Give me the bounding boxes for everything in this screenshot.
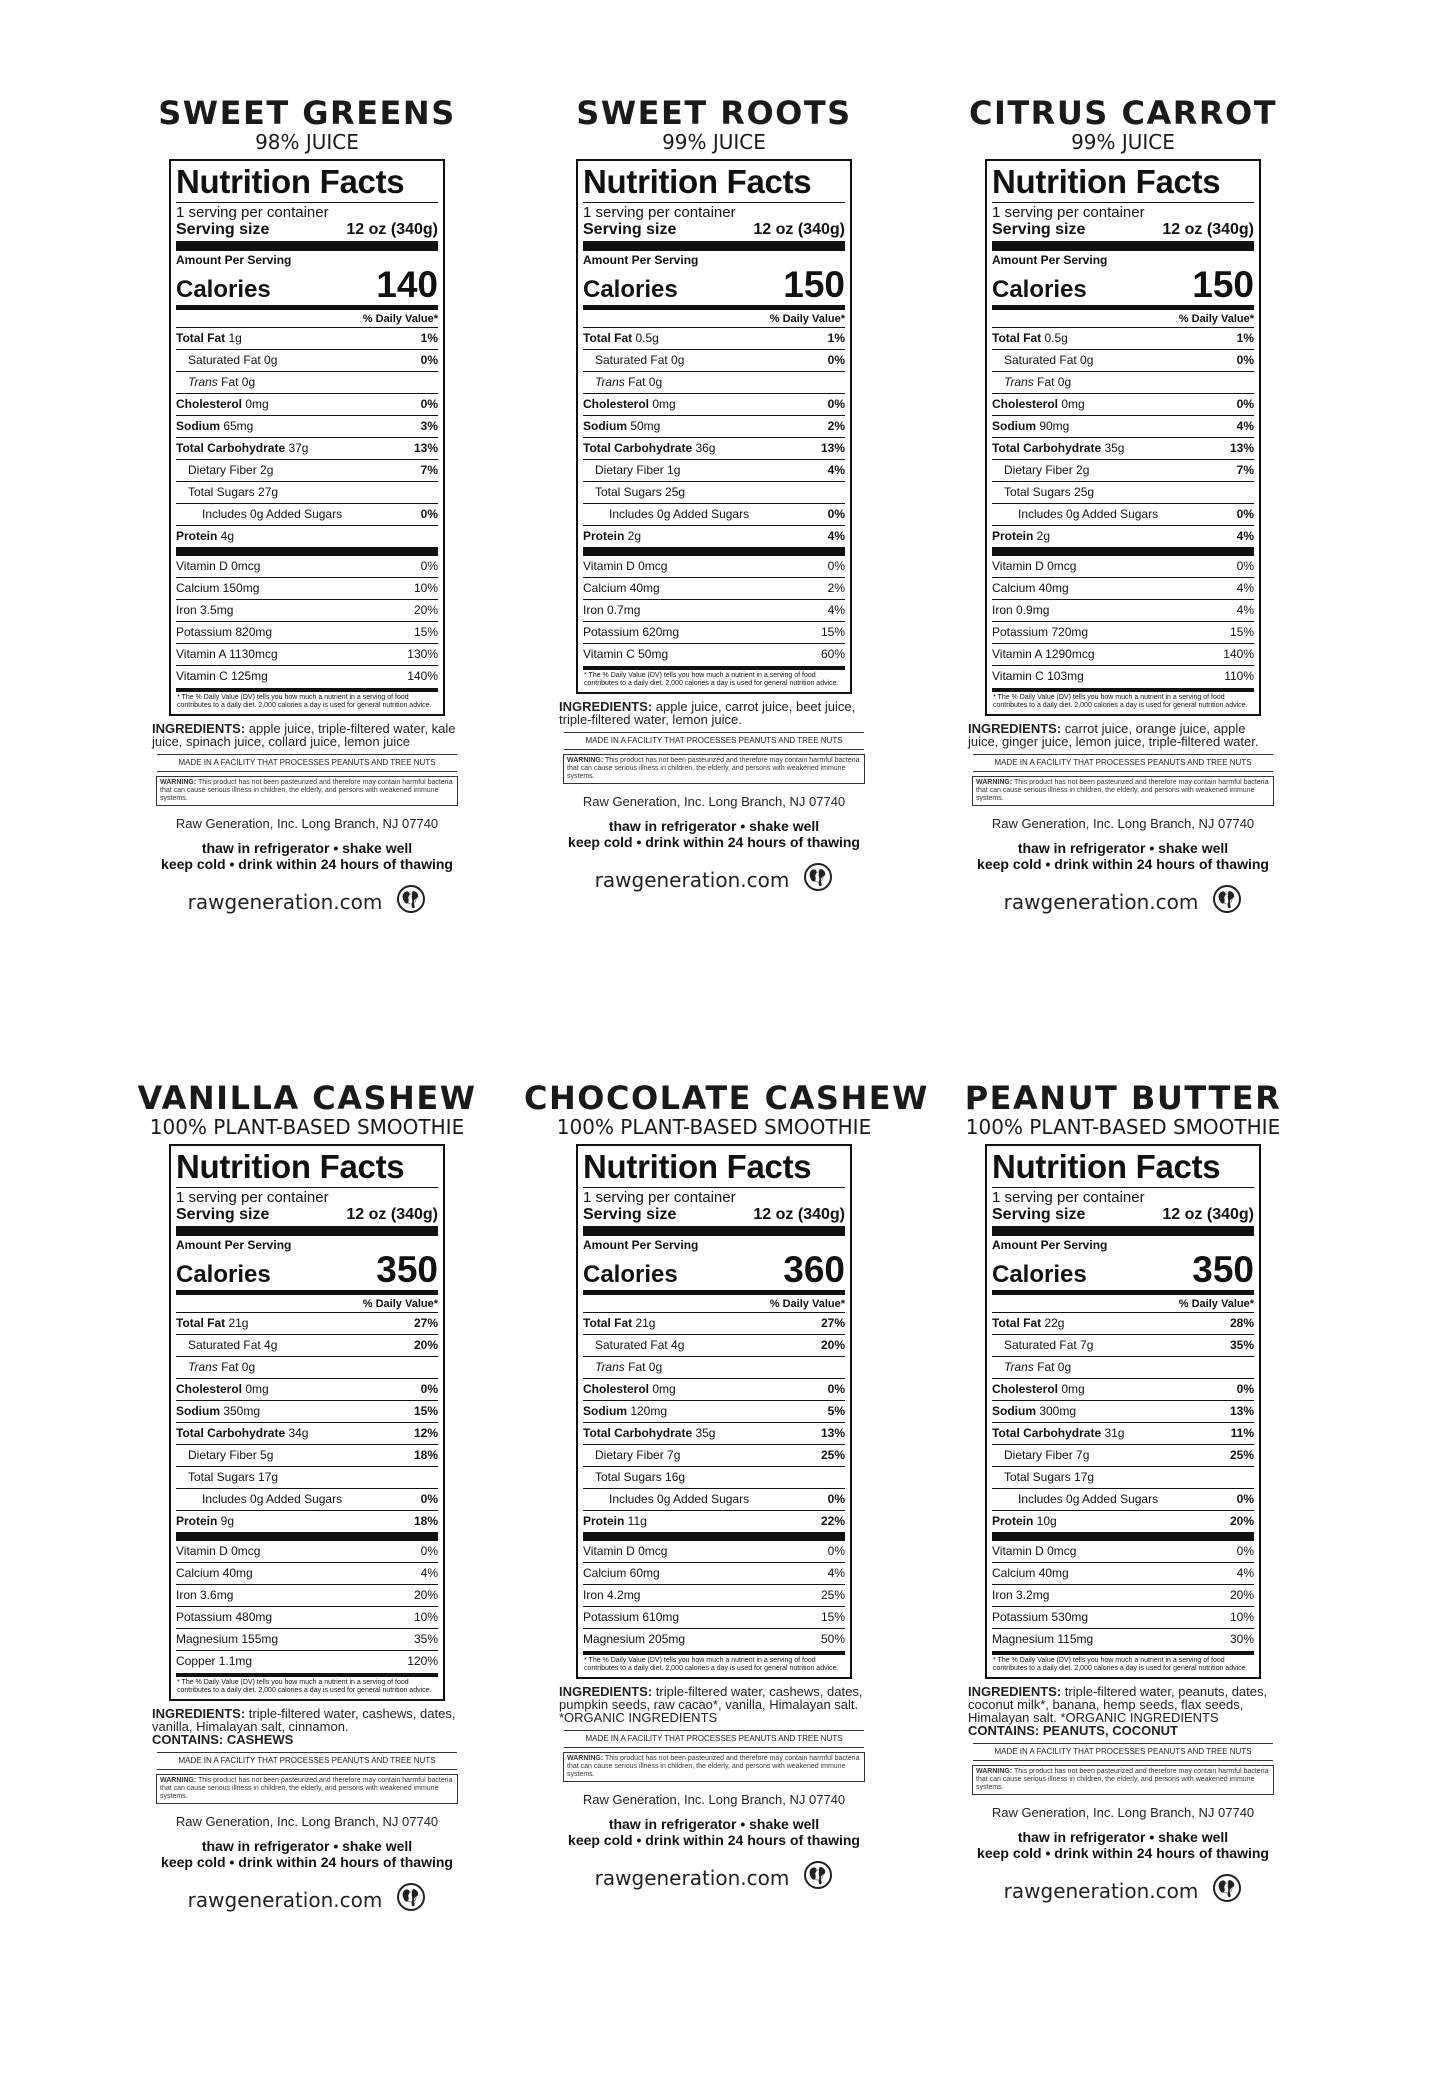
instructions-line-2: keep cold • drink within 24 hours of thawing	[568, 1832, 860, 1848]
label-panel	[524, 1079, 929, 1895]
divider	[992, 1226, 1254, 1236]
divider	[176, 1532, 438, 1541]
vitamin-row: Potassium 820mg 15%	[176, 622, 438, 644]
nutrient-row: Trans Fat 0g	[583, 1357, 845, 1379]
amount-per-serving: Amount Per Serving	[176, 1238, 292, 1252]
nutrition-facts-title: Nutrition Facts	[992, 163, 1221, 200]
serving-size: Serving size 12 oz (340g)	[992, 221, 1254, 238]
website-link[interactable]: rawgeneration.com	[1003, 889, 1199, 914]
vitamin-row: Vitamin D 0mcg 0%	[992, 556, 1254, 578]
nutrient-row: Includes 0g Added Sugars 0%	[992, 1489, 1254, 1511]
nutrient-row: Total Fat 1g 1%	[176, 328, 438, 350]
daily-value-header: % Daily Value*	[992, 312, 1254, 328]
nutrient-row: Sodium 300mg 13%	[992, 1401, 1254, 1423]
warning-box: WARNING: This product has not been pasteurized and therefore may contain harmful bacteria that can cause serious illness in children, the elderly, and persons with weakened immune systems.	[972, 1765, 1274, 1795]
nutrition-facts-title: Nutrition Facts	[176, 1148, 405, 1185]
warning-box: WARNING: This product has not been pasteurized and therefore may contain harmful bacteria that can cause serious illness in children, the elderly, and persons with weakened immune systems.	[156, 1774, 458, 1804]
instructions-line-1: thaw in refrigerator • shake well	[201, 1838, 413, 1854]
allergen-contains: CONTAINS: CASHEWS	[152, 1732, 294, 1747]
calories-row: Calories 150	[583, 264, 845, 305]
serving-size: Serving size 12 oz (340g)	[176, 1206, 438, 1223]
footnote: * The % Daily Value (DV) tells you how much a nutrient in a serving of food contributes to a daily diet. 2,000 calories a day is used for general nutrition advice.	[993, 1657, 1248, 1672]
vitamin-row: Vitamin C 125mg 140%	[176, 669, 438, 683]
nutrient-row: Total Fat 21g 27%	[176, 1313, 438, 1335]
nutrient-row: Total Sugars 27g	[176, 482, 438, 504]
website-row	[117, 1882, 497, 1917]
website-row	[933, 884, 1313, 919]
vitamin-row: Magnesium 155mg 35%	[176, 1629, 438, 1651]
ingredients: INGREDIENTS: triple-filtered water, cashews, dates, pumpkin seeds, raw cacao*, vanilla, Himalayan salt. *ORGANIC INGREDIENTS	[559, 1684, 863, 1725]
globe-logo-icon	[803, 862, 833, 897]
vitamin-row: Potassium 610mg 15%	[583, 1607, 845, 1629]
nutrient-row: Includes 0g Added Sugars 0%	[583, 1489, 845, 1511]
product-title: SWEET GREENS	[158, 94, 456, 132]
instructions-line-1: thaw in refrigerator • shake well	[608, 1816, 820, 1832]
amount-per-serving: Amount Per Serving	[583, 1238, 699, 1252]
vitamin-row: Magnesium 115mg 30%	[992, 1632, 1254, 1646]
nutrient-row: Includes 0g Added Sugars 0%	[176, 504, 438, 526]
nutrient-row: Cholesterol 0mg 0%	[176, 394, 438, 416]
nutrient-row: Trans Fat 0g	[176, 372, 438, 394]
nutrient-row: Protein 2g 4%	[583, 529, 845, 543]
nutrient-row: Dietary Fiber 2g 7%	[176, 460, 438, 482]
product-subtitle: 99% JUICE	[662, 130, 766, 154]
nutrient-row: Trans Fat 0g	[992, 1357, 1254, 1379]
nutrient-row: Dietary Fiber 7g 25%	[992, 1445, 1254, 1467]
instructions-line-2: keep cold • drink within 24 hours of thawing	[568, 834, 860, 850]
facility-notice: MADE IN A FACILITY THAT PROCESSES PEANUTS AND TREE NUTS	[564, 1730, 864, 1748]
product-subtitle: 100% PLANT-BASED SMOOTHIE	[556, 1115, 872, 1139]
divider	[176, 547, 438, 556]
divider	[992, 547, 1254, 556]
product-title: PEANUT BUTTER	[964, 1079, 1282, 1117]
vitamin-row: Vitamin D 0mcg 0%	[583, 1541, 845, 1563]
facility-notice: MADE IN A FACILITY THAT PROCESSES PEANUTS AND TREE NUTS	[157, 1752, 457, 1770]
product-subtitle: 98% JUICE	[255, 130, 359, 154]
serving-size: Serving size 12 oz (340g)	[583, 1206, 845, 1223]
vitamin-row: Iron 3.2mg 20%	[992, 1585, 1254, 1607]
nutrient-row: Trans Fat 0g	[176, 1357, 438, 1379]
vitamin-row: Vitamin C 50mg 60%	[583, 647, 845, 661]
company-address: Raw Generation, Inc. Long Branch, NJ 07740	[991, 1805, 1255, 1820]
amount-per-serving: Amount Per Serving	[176, 253, 292, 267]
ingredients: INGREDIENTS: carrot juice, orange juice, apple juice, ginger juice, lemon juice, triple-filtered water.	[968, 721, 1259, 749]
website-link[interactable]: rawgeneration.com	[1003, 1878, 1199, 1903]
product-title: CITRUS CARROT	[968, 94, 1278, 132]
nutrient-row: Dietary Fiber 5g 18%	[176, 1445, 438, 1467]
vitamin-row: Potassium 720mg 15%	[992, 622, 1254, 644]
calories-row: Calories 140	[176, 264, 438, 305]
divider	[992, 688, 1254, 692]
divider	[583, 666, 845, 670]
nutrient-row: Cholesterol 0mg 0%	[992, 394, 1254, 416]
serving-size: Serving size 12 oz (340g)	[583, 221, 845, 238]
nutrient-row: Total Sugars 16g	[583, 1467, 845, 1489]
globe-logo-icon	[396, 884, 426, 919]
servings-per-container: 1 serving per container	[992, 1189, 1145, 1206]
label-panel	[117, 1081, 497, 1917]
vitamin-row: Potassium 480mg 10%	[176, 1607, 438, 1629]
amount-per-serving: Amount Per Serving	[992, 253, 1108, 267]
servings-per-container: 1 serving per container	[992, 204, 1145, 221]
calories-row: Calories 360	[583, 1249, 845, 1290]
calories-row: Calories 350	[992, 1249, 1254, 1290]
ingredients: INGREDIENTS: apple juice, triple-filtered water, kale juice, spinach juice, collard juice, lemon juice	[152, 721, 456, 749]
nutrient-row: Protein 4g	[176, 529, 235, 543]
vitamin-row: Calcium 40mg 4%	[992, 1563, 1254, 1585]
vitamin-row: Iron 0.7mg 4%	[583, 600, 845, 622]
facility-notice: MADE IN A FACILITY THAT PROCESSES PEANUTS AND TREE NUTS	[973, 754, 1273, 772]
vitamin-row: Vitamin A 1290mcg 140%	[992, 644, 1254, 666]
website-row	[524, 1860, 904, 1895]
nutrition-facts-box	[576, 159, 852, 694]
website-row	[117, 884, 497, 919]
nutrient-row: Saturated Fat 4g 20%	[176, 1335, 438, 1357]
nutrient-row: Total Carbohydrate 31g 11%	[992, 1423, 1254, 1445]
globe-logo-icon	[803, 1860, 833, 1895]
nutrient-row: Saturated Fat 7g 35%	[992, 1335, 1254, 1357]
divider	[583, 1290, 845, 1295]
calories-row: Calories 350	[176, 1249, 438, 1290]
product-title: SWEET ROOTS	[576, 94, 852, 132]
nutrient-row: Cholesterol 0mg 0%	[583, 394, 845, 416]
product-title: VANILLA CASHEW	[137, 1079, 477, 1117]
product-subtitle: 99% JUICE	[1071, 130, 1175, 154]
company-address: Raw Generation, Inc. Long Branch, NJ 07740	[991, 816, 1255, 831]
facility-notice: MADE IN A FACILITY THAT PROCESSES PEANUTS AND TREE NUTS	[564, 732, 864, 750]
label-panel	[933, 96, 1313, 919]
facility-notice: MADE IN A FACILITY THAT PROCESSES PEANUTS AND TREE NUTS	[157, 754, 457, 772]
divider	[583, 1226, 845, 1236]
divider	[176, 1226, 438, 1236]
globe-logo-icon	[1212, 1873, 1242, 1908]
globe-logo-icon	[396, 1882, 426, 1917]
nutrient-row: Saturated Fat 0g 0%	[583, 350, 845, 372]
instructions-line-2: keep cold • drink within 24 hours of thawing	[161, 856, 453, 872]
divider	[992, 1651, 1254, 1655]
facility-notice: MADE IN A FACILITY THAT PROCESSES PEANUTS AND TREE NUTS	[973, 1743, 1273, 1761]
warning-box: WARNING: This product has not been pasteurized and therefore may contain harmful bacteria that can cause serious illness in children, the elderly, and persons with weakened immune systems.	[563, 1752, 865, 1782]
daily-value-header: % Daily Value*	[992, 1297, 1254, 1313]
vitamin-row: Vitamin D 0mcg 0%	[176, 1541, 438, 1563]
vitamin-row: Vitamin C 103mg 110%	[992, 669, 1254, 683]
company-address: Raw Generation, Inc. Long Branch, NJ 07740	[582, 794, 846, 809]
calories-value: 150	[1192, 264, 1254, 305]
nutrient-row: Total Carbohydrate 37g 13%	[176, 438, 438, 460]
nutrient-row: Includes 0g Added Sugars 0%	[583, 504, 845, 526]
allergen-contains: CONTAINS: PEANUTS, COCONUT	[968, 1723, 1178, 1738]
daily-value-header: % Daily Value*	[583, 312, 845, 328]
company-address: Raw Generation, Inc. Long Branch, NJ 07740	[582, 1792, 846, 1807]
divider	[176, 305, 438, 310]
nutrient-row: Saturated Fat 0g 0%	[176, 350, 438, 372]
servings-per-container: 1 serving per container	[176, 204, 329, 221]
nutrient-row: Total Sugars 25g	[992, 482, 1254, 504]
instructions-line-1: thaw in refrigerator • shake well	[201, 840, 413, 856]
vitamin-row: Vitamin D 0mcg 0%	[176, 556, 438, 578]
ingredients: INGREDIENTS: triple-filtered water, cashews, dates, vanilla, Himalayan salt, cinnamon. CONTAINS: CASHEWS	[152, 1707, 462, 1746]
instructions-line-1: thaw in refrigerator • shake well	[1017, 840, 1229, 856]
nutrient-row: Sodium 90mg 4%	[992, 416, 1254, 438]
nutrition-facts-title: Nutrition Facts	[583, 1148, 812, 1185]
calories-value: 140	[376, 264, 438, 305]
vitamin-row: Iron 0.9mg 4%	[992, 600, 1254, 622]
nutrient-row: Sodium 50mg 2%	[583, 416, 845, 438]
nutrient-row: Trans Fat 0g	[583, 372, 845, 394]
nutrient-row: Total Carbohydrate 34g 12%	[176, 1423, 438, 1445]
instructions-line-2: keep cold • drink within 24 hours of thawing	[161, 1854, 453, 1870]
vitamin-row: Calcium 60mg 4%	[583, 1563, 845, 1585]
daily-value-header: % Daily Value*	[176, 1297, 438, 1313]
divider	[176, 241, 438, 251]
label-panel	[524, 96, 904, 897]
website-link[interactable]: rawgeneration.com	[594, 867, 790, 892]
nutrition-facts-title: Nutrition Facts	[583, 163, 812, 200]
warning-box: WARNING: This product has not been pasteurized and therefore may contain harmful bacteria that can cause serious illness in children, the elderly, and persons with weakened immune systems.	[156, 776, 458, 806]
vitamin-row: Iron 3.6mg 20%	[176, 1585, 438, 1607]
company-address: Raw Generation, Inc. Long Branch, NJ 07740	[175, 816, 439, 831]
vitamin-row: Vitamin D 0mcg 0%	[992, 1541, 1254, 1563]
vitamin-row: Vitamin A 1130mcg 130%	[176, 644, 438, 666]
divider	[583, 241, 845, 251]
ingredients: INGREDIENTS: triple-filtered water, peanuts, dates, coconut milk*, banana, hemp seeds, flax seeds, Himalayan salt. *ORGANIC INGREDIENTS CONTAINS: PEANUTS, COCONUT	[968, 1685, 1278, 1737]
nutrient-row: Total Carbohydrate 35g 13%	[992, 438, 1254, 460]
divider	[583, 547, 845, 556]
amount-per-serving: Amount Per Serving	[992, 1238, 1108, 1252]
nutrient-row: Dietary Fiber 1g 4%	[583, 460, 845, 482]
nutrient-row: Saturated Fat 0g 0%	[992, 350, 1254, 372]
amount-per-serving: Amount Per Serving	[583, 253, 699, 267]
nutrient-row: Sodium 120mg 5%	[583, 1401, 845, 1423]
nutrient-row: Sodium 65mg 3%	[176, 416, 438, 438]
footnote: * The % Daily Value (DV) tells you how much a nutrient in a serving of food contributes to a daily diet. 2,000 calories a day is used for general nutrition advice.	[584, 672, 839, 687]
website-row	[524, 862, 904, 897]
globe-logo-icon	[1212, 884, 1242, 919]
servings-per-container: 1 serving per container	[583, 1189, 736, 1206]
nutrient-row: Total Fat 22g 28%	[992, 1313, 1254, 1335]
nutrition-facts-title: Nutrition Facts	[992, 1148, 1221, 1185]
nutrient-row: Saturated Fat 4g 20%	[583, 1335, 845, 1357]
nutrient-row: Total Sugars 25g	[583, 482, 845, 504]
label-panel	[933, 1081, 1313, 1908]
nutrient-row: Total Fat 0.5g 1%	[992, 328, 1254, 350]
instructions-line-2: keep cold • drink within 24 hours of thawing	[977, 1845, 1269, 1861]
divider	[176, 1290, 438, 1295]
daily-value-header: % Daily Value*	[176, 312, 438, 328]
instructions-line-1: thaw in refrigerator • shake well	[1017, 1829, 1229, 1845]
nutrition-facts-box	[985, 159, 1261, 716]
nutrient-row: Total Fat 0.5g 1%	[583, 328, 845, 350]
servings-per-container: 1 serving per container	[583, 204, 736, 221]
vitamin-row: Iron 3.5mg 20%	[176, 600, 438, 622]
nutrient-row: Sodium 350mg 15%	[176, 1401, 438, 1423]
divider	[992, 1532, 1254, 1541]
footnote: * The % Daily Value (DV) tells you how much a nutrient in a serving of food contributes to a daily diet. 2,000 calories a day is used for general nutrition advice.	[993, 694, 1248, 709]
divider	[992, 1290, 1254, 1295]
website-link[interactable]: rawgeneration.com	[187, 889, 383, 914]
vitamin-row: Copper 1.1mg 120%	[176, 1654, 438, 1668]
nutrient-row: Includes 0g Added Sugars 0%	[176, 1489, 438, 1511]
vitamin-row: Calcium 40mg 2%	[583, 578, 845, 600]
nutrient-row: Includes 0g Added Sugars 0%	[992, 504, 1254, 526]
divider	[583, 1532, 845, 1541]
instructions-line-2: keep cold • drink within 24 hours of thawing	[977, 856, 1269, 872]
vitamin-row: Calcium 40mg 4%	[176, 1563, 438, 1585]
divider	[176, 1673, 438, 1677]
product-subtitle: 100% PLANT-BASED SMOOTHIE	[965, 1115, 1281, 1139]
vitamin-row: Iron 4.2mg 25%	[583, 1585, 845, 1607]
vitamin-row: Calcium 40mg 4%	[992, 578, 1254, 600]
ingredients: INGREDIENTS: apple juice, carrot juice, beet juice, triple-filtered water, lemon juice.	[559, 699, 856, 727]
calories-row: Calories 150	[992, 264, 1254, 305]
divider	[583, 305, 845, 310]
nutrient-row: Dietary Fiber 7g 25%	[583, 1445, 845, 1467]
nutrient-row: Total Sugars 17g	[992, 1467, 1254, 1489]
calories-value: 350	[1192, 1249, 1254, 1290]
warning-box: WARNING: This product has not been pasteurized and therefore may contain harmful bacteria that can cause serious illness in children, the elderly, and persons with weakened immune systems.	[563, 754, 865, 784]
nutrient-row: Trans Fat 0g	[992, 372, 1254, 394]
vitamin-row: Calcium 150mg 10%	[176, 578, 438, 600]
serving-size: Serving size 12 oz (340g)	[176, 221, 438, 238]
calories-value: 150	[783, 264, 845, 305]
divider	[176, 688, 438, 692]
label-panel	[117, 96, 497, 919]
nutrient-row: Protein 9g 18%	[176, 1514, 438, 1528]
servings-per-container: 1 serving per container	[176, 1189, 329, 1206]
vitamin-row: Potassium 530mg 10%	[992, 1607, 1254, 1629]
vitamin-row: Magnesium 205mg 50%	[583, 1632, 845, 1646]
nutrient-row: Total Fat 21g 27%	[583, 1313, 845, 1335]
nutrient-row: Cholesterol 0mg 0%	[583, 1379, 845, 1401]
footnote: * The % Daily Value (DV) tells you how much a nutrient in a serving of food contributes to a daily diet. 2,000 calories a day is used for general nutrition advice.	[177, 694, 432, 709]
serving-size: Serving size 12 oz (340g)	[992, 1206, 1254, 1223]
divider	[992, 241, 1254, 251]
nutrition-facts-box	[576, 1144, 852, 1679]
divider	[992, 305, 1254, 310]
website-link[interactable]: rawgeneration.com	[187, 1887, 383, 1912]
warning-box: WARNING: This product has not been pasteurized and therefore may contain harmful bacteria that can cause serious illness in children, the elderly, and persons with weakened immune systems.	[972, 776, 1274, 806]
company-address: Raw Generation, Inc. Long Branch, NJ 07740	[175, 1814, 439, 1829]
nutrition-facts-title: Nutrition Facts	[176, 163, 405, 200]
nutrition-facts-box	[985, 1144, 1261, 1679]
nutrient-row: Protein 2g 4%	[992, 529, 1254, 543]
product-title: CHOCOLATE CASHEW	[524, 1079, 929, 1117]
divider	[583, 1651, 845, 1655]
daily-value-header: % Daily Value*	[583, 1297, 845, 1313]
calories-value: 350	[376, 1249, 438, 1290]
nutrient-row: Total Carbohydrate 35g 13%	[583, 1423, 845, 1445]
instructions-line-1: thaw in refrigerator • shake well	[608, 818, 820, 834]
vitamin-row: Vitamin D 0mcg 0%	[583, 556, 845, 578]
nutrition-facts-box	[169, 1144, 445, 1701]
nutrient-row: Dietary Fiber 2g 7%	[992, 460, 1254, 482]
footnote: * The % Daily Value (DV) tells you how much a nutrient in a serving of food contributes to a daily diet. 2,000 calories a day is used for general nutrition advice.	[584, 1657, 839, 1672]
website-row	[933, 1873, 1313, 1908]
nutrient-row: Protein 11g 22%	[583, 1514, 845, 1528]
vitamin-row: Potassium 620mg 15%	[583, 622, 845, 644]
website-link[interactable]: rawgeneration.com	[594, 1865, 790, 1890]
nutrient-row: Cholesterol 0mg 0%	[992, 1379, 1254, 1401]
footnote: * The % Daily Value (DV) tells you how much a nutrient in a serving of food contributes to a daily diet. 2,000 calories a day is used for general nutrition advice.	[177, 1679, 432, 1694]
nutrient-row: Total Sugars 17g	[176, 1467, 438, 1489]
nutrient-row: Protein 10g 20%	[992, 1514, 1254, 1528]
nutrient-row: Cholesterol 0mg 0%	[176, 1379, 438, 1401]
nutrient-row: Total Carbohydrate 36g 13%	[583, 438, 845, 460]
calories-value: 360	[783, 1249, 845, 1290]
product-subtitle: 100% PLANT-BASED SMOOTHIE	[149, 1115, 465, 1139]
nutrition-facts-box	[169, 159, 445, 716]
